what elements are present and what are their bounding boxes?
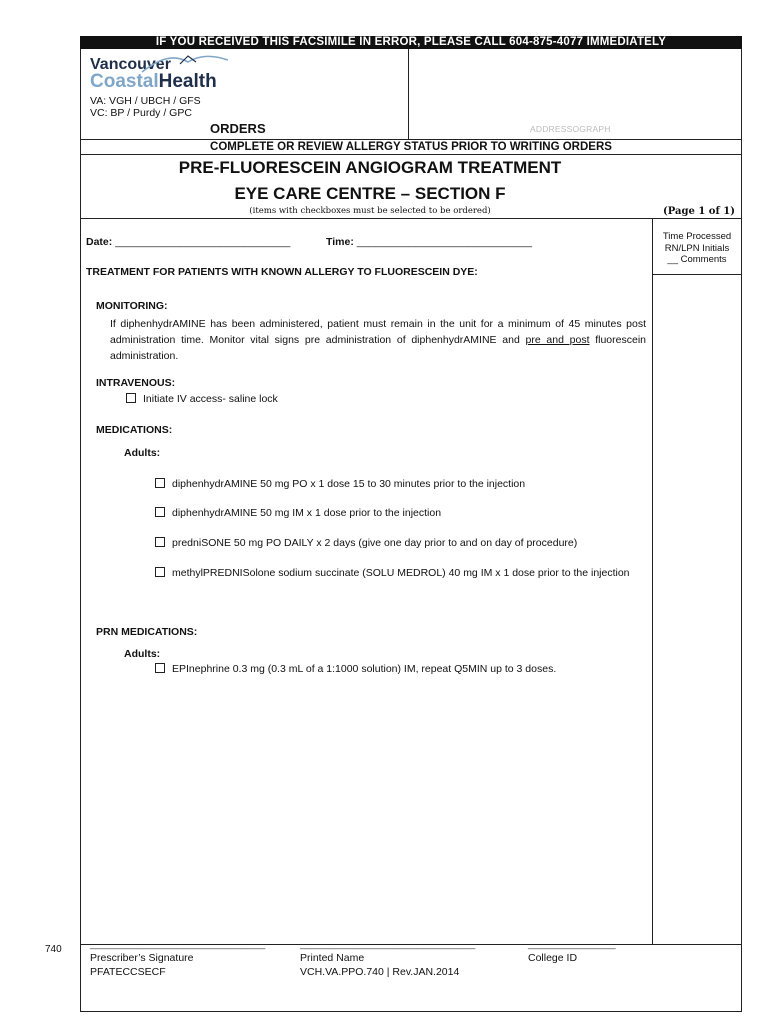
logo-coastal-health (90, 71, 217, 93)
side-initials: RN/LPN Initials (664, 242, 730, 254)
med-checkbox-2[interactable] (155, 507, 165, 517)
prescriber-signature-label: Prescriber’s Signature (90, 952, 194, 964)
monitoring-text: If diphenhydrAMINE has been administered, patient must remain in the unit for a minimum of 45 minutes post administration time. Monitor vital signs pre administration of diphenhydrAMINE and pre and post fluorescein administration. (110, 318, 646, 362)
college-id-line[interactable]: _______________ (528, 938, 616, 950)
site-list-va: VA: VGH / UBCH / GFS (90, 95, 201, 107)
med-checkbox-1[interactable] (155, 478, 165, 488)
med-order-1 (155, 478, 525, 490)
med-checkbox-4[interactable] (155, 567, 165, 577)
time-field[interactable] (326, 236, 532, 248)
orders-label: ORDERS (210, 121, 266, 136)
side-column-header (652, 231, 742, 266)
form-revision: VCH.VA.PPO.740 | Rev.JAN.2014 (300, 966, 460, 978)
time-blank[interactable]: ______________________________ (356, 236, 532, 248)
iv-label: Initiate IV access- saline lock (143, 393, 278, 405)
date-field[interactable] (86, 236, 290, 248)
med-order-4 (155, 567, 630, 579)
signature-line[interactable]: ______________________________ (90, 938, 266, 950)
side-time-processed: Time Processed (662, 231, 732, 242)
monitoring-heading: MONITORING: (96, 300, 168, 312)
med-label-4: methylPREDNISolone sodium succinate (SOLU MEDROL) 40 mg IM x 1 dose prior to the injection (172, 567, 630, 579)
form-code: PFATECCSECF (90, 966, 166, 978)
printed-name-label: Printed Name (300, 952, 365, 964)
iv-order (126, 393, 278, 405)
intravenous-heading: INTRAVENOUS: (96, 377, 176, 389)
college-id-label: College ID (528, 952, 578, 964)
prn-checkbox-1[interactable] (155, 663, 165, 673)
site-list-vc: VC: BP / Purdy / GPC (90, 107, 192, 119)
prn-order-1 (155, 663, 556, 675)
form-title-line1: PRE-FLUORESCEIN ANGIOGRAM TREATMENT (178, 158, 562, 177)
med-label-1: diphenhydrAMINE 50 mg PO x 1 dose 15 to 30 minutes prior to the injection (172, 478, 526, 490)
addressograph-label: ADDRESSOGRAPH (530, 124, 611, 134)
page-number: (Page 1 of 1) (663, 206, 735, 217)
med-order-2 (155, 507, 441, 519)
form-number: 740 (45, 944, 62, 955)
logo-health: Health (158, 71, 217, 92)
form-title-note: (items with checkboxes must be selected to be ordered) (249, 206, 491, 216)
med-label-2: diphenhydrAMINE 50 mg IM x 1 dose prior to the injection (172, 507, 442, 519)
iv-checkbox[interactable] (126, 393, 136, 403)
date-label: Date: (86, 236, 116, 248)
side-comments: __ Comments (667, 254, 727, 265)
rule-allergy (80, 154, 742, 155)
treatment-heading: TREATMENT FOR PATIENTS WITH KNOWN ALLERGY TO FLUORESCEIN DYE: (86, 266, 478, 278)
med-order-3 (155, 537, 577, 549)
form-frame (80, 36, 742, 1012)
prn-adults: Adults: (124, 648, 161, 660)
side-header-rule (652, 274, 742, 275)
logo-vancouver: Vancouver (90, 56, 171, 73)
fax-warning-banner: IF YOU RECEIVED THIS FACSIMILE IN ERROR, PLEASE CALL 604-875-4077 IMMEDIATELY (80, 36, 742, 49)
med-label-3: predniSONE 50 mg PO DAILY x 2 days (give one day prior to and on day of procedure) (172, 537, 578, 549)
logo-coastal: Coastal (90, 71, 159, 92)
time-label: Time: (326, 236, 357, 248)
rule-title (80, 218, 742, 219)
prn-heading: PRN MEDICATIONS: (96, 626, 198, 638)
date-blank[interactable]: ______________________________ (115, 236, 291, 248)
side-column-divider (652, 218, 653, 944)
allergy-banner: COMPLETE OR REVIEW ALLERGY STATUS PRIOR TO WRITING ORDERS (210, 141, 612, 153)
prn-label-1: EPInephrine 0.3 mg (0.3 mL of a 1:1000 solution) IM, repeat Q5MIN up to 3 doses. (172, 663, 557, 675)
med-checkbox-3[interactable] (155, 537, 165, 547)
header-divider (408, 49, 409, 140)
printed-name-line[interactable]: ______________________________ (300, 938, 476, 950)
form-title-line2: EYE CARE CENTRE – SECTION F (234, 184, 506, 203)
medications-heading: MEDICATIONS: (96, 424, 173, 436)
medications-adults: Adults: (124, 447, 161, 459)
